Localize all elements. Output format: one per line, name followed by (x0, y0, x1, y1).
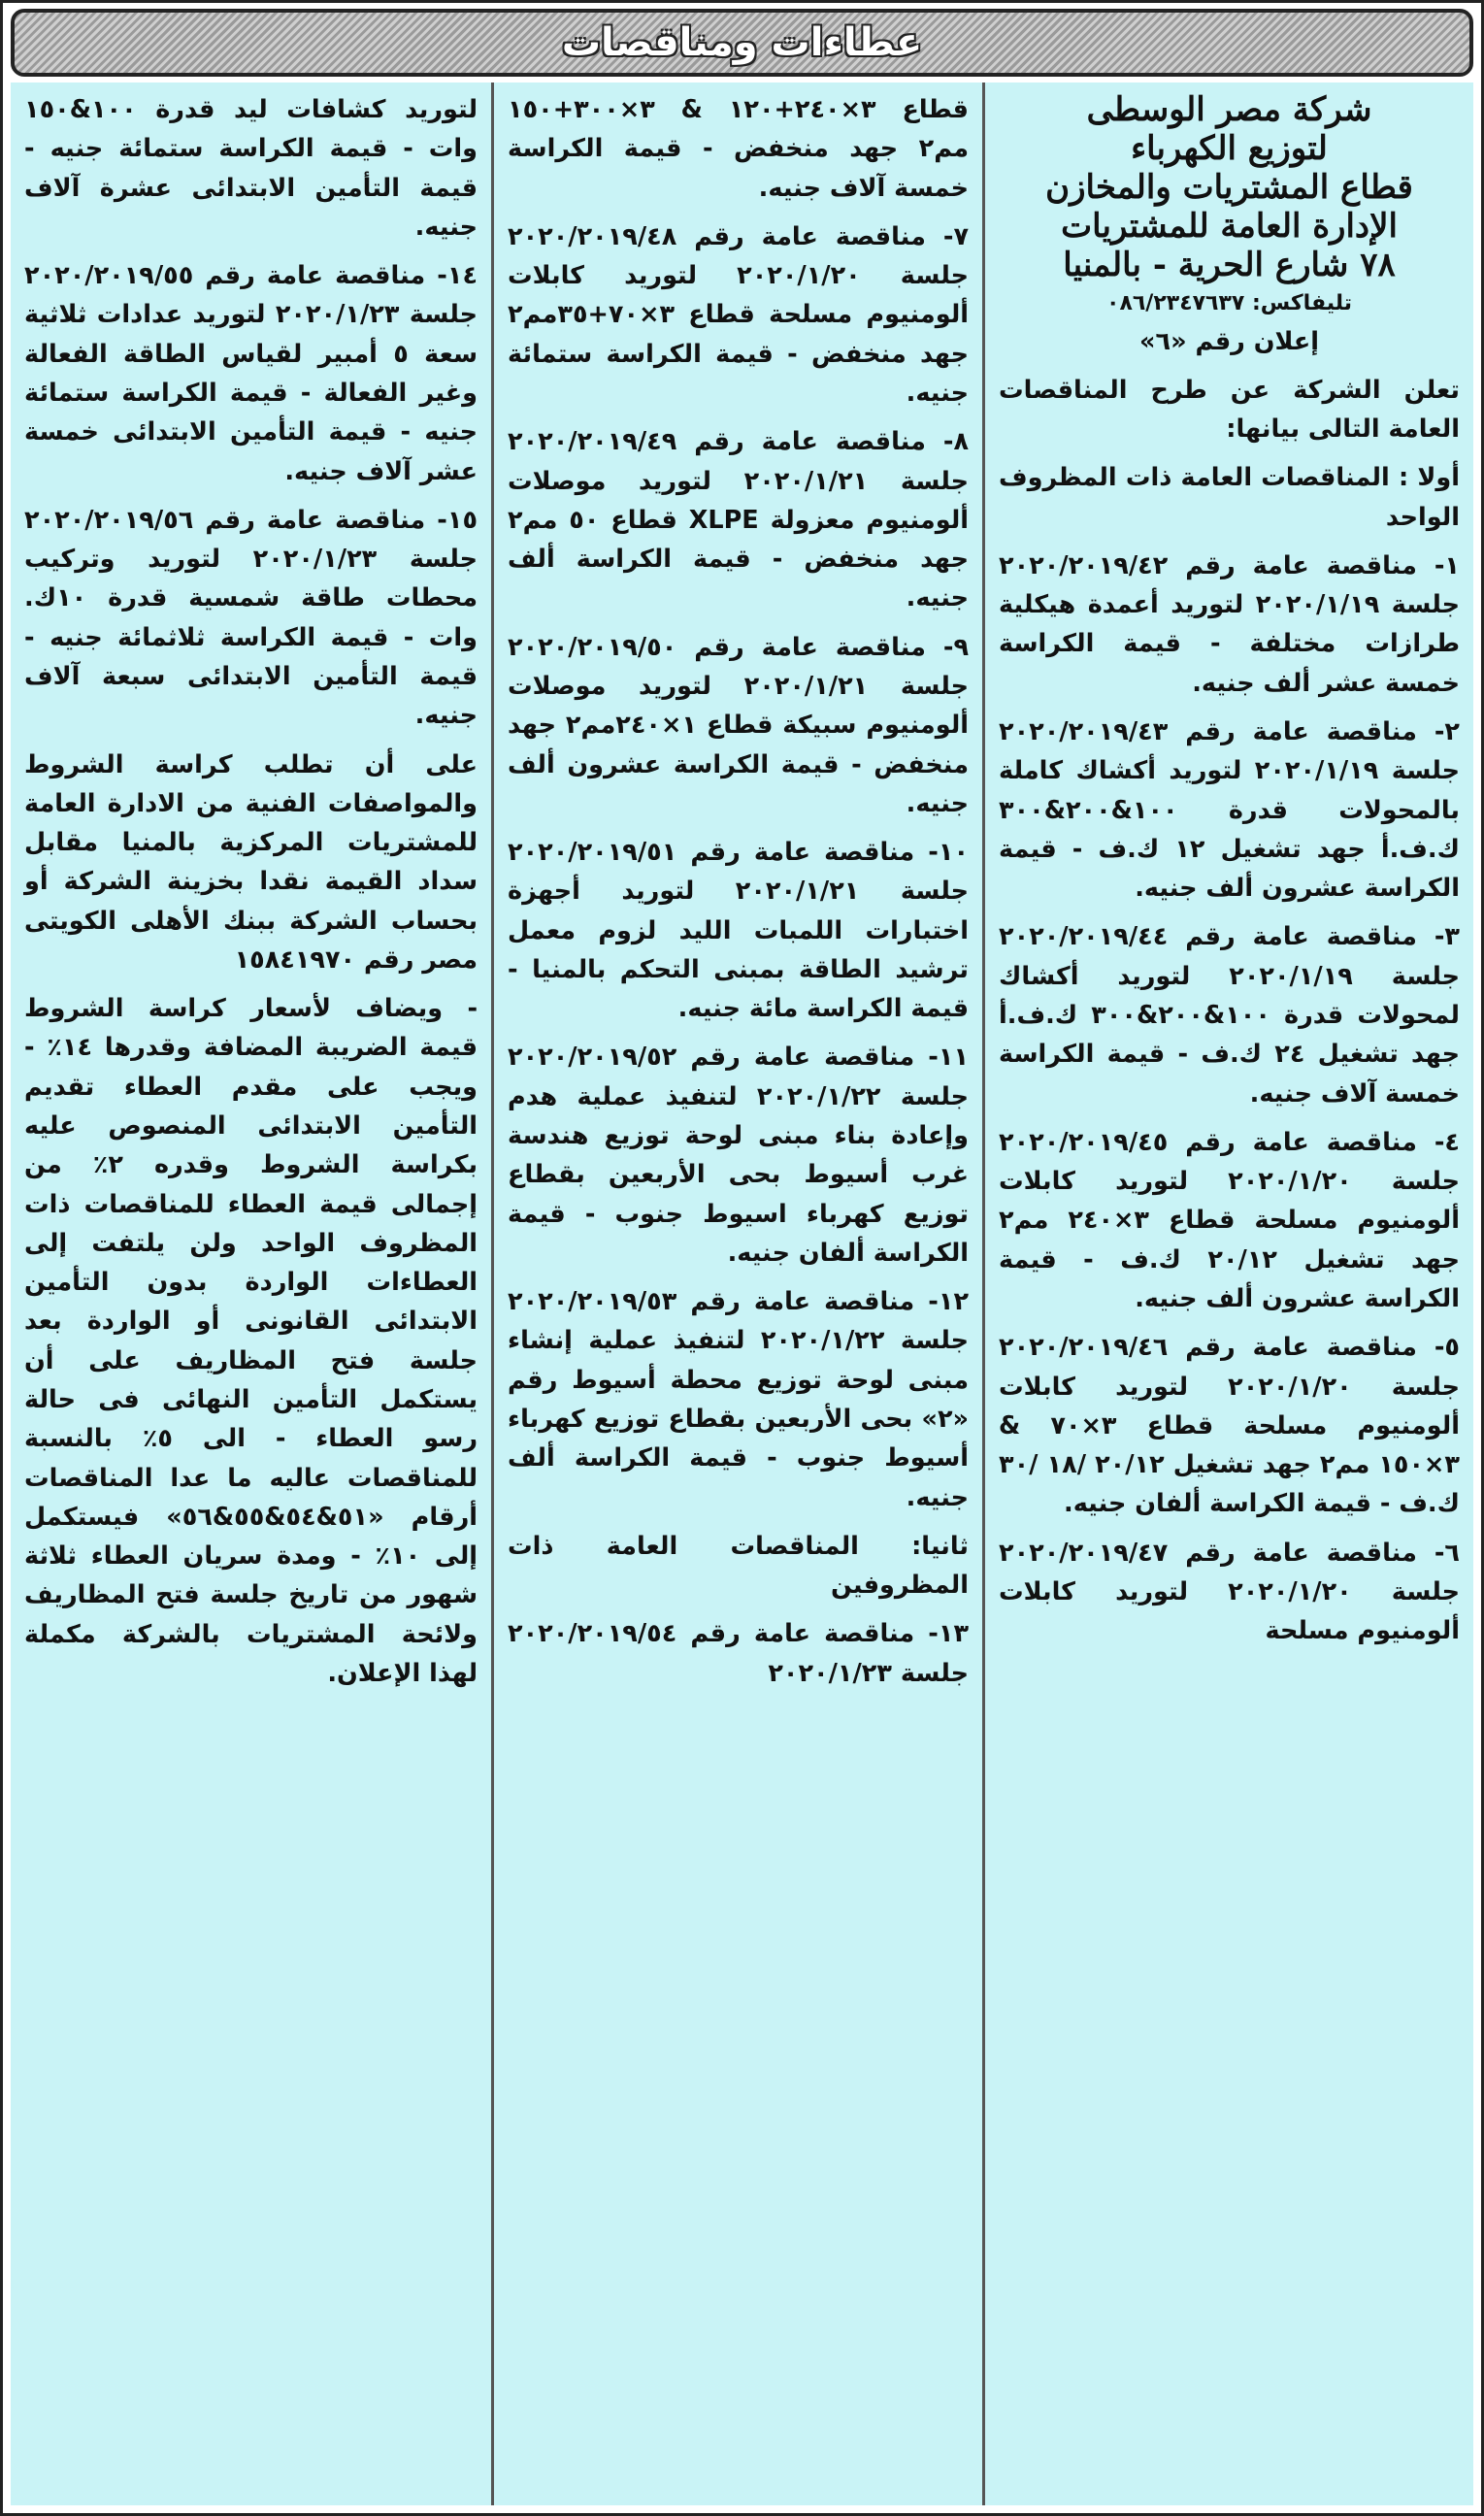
column-1 (985, 83, 1473, 2505)
section-heading: أولا : المناقصات العامة ذات المظروف الواحد (999, 463, 1460, 532)
tender-item: ٨- مناقصة عامة رقم ٢٠٢٠/٢٠١٩/٤٩ جلسة ٢٠٢٠/١/٢١ لتوريد موصلات ألومنيوم معزولة XLPE قطاع ٥٠ مم٢ جهد منخفض - قيمة الكراسة ألف جنيه. (508, 427, 970, 613)
tender-item: قطاع ٣×٢٤٠+١٢٠ & ٣×٣٠٠+١٥٠ مم٢ جهد منخفض - قيمة الكراسة خمسة آلاف جنيه. (508, 95, 970, 203)
section-heading: ثانيا: المناقصات العامة ذات المظروفين (508, 1531, 970, 1601)
paragraph: تعلن الشركة عن طرح المناقصات العامة التالى بيانها: (999, 375, 1460, 445)
tender-item: ٥- مناقصة عامة رقم ٢٠٢٠/٢٠١٩/٤٦ جلسة ٢٠٢٠/١/٢٠ لتوريد كابلات ألومنيوم مسلحة قطاع ٣×٧٠ & ٣×١٥٠ مم٢ جهد تشغيل ٢٠/١٢ /١٨ /٣٠ ك.ف - قيمة الكراسة ألفان جنيه. (999, 1333, 1460, 1519)
tender-item: ٦- مناقصة عامة رقم ٢٠٢٠/٢٠١٩/٤٧ جلسة ٢٠٢٠/١/٢٠ لتوريد كابلات ألومنيوم مسلحة (999, 1538, 1460, 1646)
company-telefax: تليفاكس: ٠٨٦/٢٣٤٧٦٣٧ (1106, 290, 1352, 315)
column-3 (11, 83, 494, 2505)
tender-item: لتوريد كشافات ليد قدرة ١٠٠&١٥٠ وات - قيمة الكراسة ستمائة جنيه - قيمة التأمين الابتدائى عشرة آلاف جنيه. (24, 95, 478, 242)
tender-item: ٢- مناقصة عامة رقم ٢٠٢٠/٢٠١٩/٤٣ جلسة ٢٠٢٠/١/١٩ لتوريد أكشاك كاملة بالمحولات قدرة ١٠٠&٢٠٠&٣٠٠ ك.ف.أ جهد تشغيل ١٢ ك.ف - قيمة الكراسة عشرون ألف جنيه. (999, 717, 1461, 904)
tender-item: ٣- مناقصة عامة رقم ٢٠٢٠/٢٠١٩/٤٤ جلسة ٢٠٢٠/١/١٩ لتوريد أكشاك لمحولات قدرة ١٠٠&٢٠٠&٣٠٠ ك.ف.أ جهد تشغيل ٢٤ ك.ف - قيمة الكراسة خمسة آلاف جنيه. (999, 922, 1460, 1109)
tender-item: ١٢- مناقصة عامة رقم ٢٠٢٠/٢٠١٩/٥٣ جلسة ٢٠٢٠/١/٢٢ لتنفيذ عملية إنشاء مبنى لوحة توزيع محطة أسيوط رقم «٢» بحى الأربعين بقطاع توزيع كهرباء أسيوط جنوب - قيمة الكراسة ألف جنيه. (508, 1287, 970, 1512)
department-name: الإدارة العامة للمشتريات (1061, 207, 1398, 247)
banner-title: عطاءات ومناقصات (561, 20, 923, 65)
tender-item: ٤- مناقصة عامة رقم ٢٠٢٠/٢٠١٩/٤٥ جلسة ٢٠٢٠/١/٢٠ لتوريد كابلات ألومنيوم مسلحة قطاع ٣×٢٤٠ مم٢ جهد تشغيل ٢٠/١٢ ك.ف - قيمة الكراسة عشرون ألف جنيه. (999, 1127, 1460, 1313)
paragraph: على أن تطلب كراسة الشروط والمواصفات الفنية من الادارة العامة للمشتريات المركزية بالمنيا مقابل سداد القيمة نقدا بخزينة الشركة أو بحساب الشركة ببنك الأهلى الكويتى مصر رقم ١٥٨٤١٩٧٠ (24, 749, 478, 975)
company-header (999, 90, 1460, 316)
paragraph: - ويضاف لأسعار كراسة الشروط قيمة الضريبة المضافة وقدرها ١٤٪ - ويجب على مقدم العطاء تقديم التأمين الابتدائى المنصوص عليه بكراسة الشروط وقدره ٢٪ من إجمالى قيمة العطاء للمناقصات ذات المظروف الواحد ولن يلتفت إلى العطاءات الواردة بدون التأمين الابتدائى القانونى أو الواردة بعد جلسة فتح المظاريف على أن يستكمل التأمين النهائى فى حالة رسو العطاء - الى ٥٪ بالنسبة للمناقصات عاليه ما عدا المناقصات أرقام «٥١&٥٤&٥٥&٥٦» فيستكمل إلى ١٠٪ - ومدة سريان العطاء ثلاثة شهور من تاريخ جلسة فتح المظاريف ولائحة المشتريات بالشركة مكملة لهذا الإعلان. (24, 994, 478, 1688)
ad-number: إعلان رقم «٦» (1139, 326, 1319, 356)
company-name: شركة مصر الوسطى (1086, 90, 1372, 129)
company-subtitle: لتوزيع الكهرباء (1131, 129, 1328, 169)
tender-item: ٩- مناقصة عامة رقم ٢٠٢٠/٢٠١٩/٥٠ جلسة ٢٠٢٠/١/٢١ لتوريد موصلات ألومنيوم سبيكة قطاع ١×٢٤٠مم٢ جهد منخفض - قيمة الكراسة عشرون ألف جنيه. (508, 632, 970, 818)
column-2 (494, 83, 985, 2505)
tender-item: ١١- مناقصة عامة رقم ٢٠٢٠/٢٠١٩/٥٢ جلسة ٢٠٢٠/١/٢٢ لتنفيذ عملية هدم وإعادة بناء مبنى لوحة توزيع هندسة غرب أسيوط بحى الأربعين بقطاع توزيع كهرباء اسيوط جنوب - قيمة الكراسة ألفان جنيه. (508, 1043, 970, 1268)
tender-item: ١- مناقصة عامة رقم ٢٠٢٠/٢٠١٩/٤٢ جلسة ٢٠٢٠/١/١٩ لتوريد أعمدة هيكلية طرازات مختلفة - قيمة الكراسة خمسة عشر ألف جنيه. (999, 550, 1460, 698)
tender-item: ١٠- مناقصة عامة رقم ٢٠٢٠/٢٠١٩/٥١ جلسة ٢٠٢٠/١/٢١ لتوريد أجهزة اختبارات اللمبات الليد لزوم معمل ترشيد الطاقة بمبنى التحكم بالمنيا - قيمة الكراسة مائة جنيه. (508, 838, 970, 1024)
sector-name: قطاع المشتريات والمخازن (1045, 168, 1413, 208)
columns (11, 83, 1473, 2505)
tender-item: ١٣- مناقصة عامة رقم ٢٠٢٠/٢٠١٩/٥٤ جلسة ٢٠٢٠/١/٢٣ (508, 1619, 970, 1688)
tender-item: ٧- مناقصة عامة رقم ٢٠٢٠/٢٠١٩/٤٨ جلسة ٢٠٢٠/١/٢٠ لتوريد كابلات ألومنيوم مسلحة قطاع ٣×٧٠+٣٥مم٢ جهد منخفض - قيمة الكراسة ستمائة جنيه. (508, 221, 970, 408)
company-address: ٧٨ شارع الحرية - بالمنيا (1063, 246, 1396, 285)
tender-item: ١٤- مناقصة عامة رقم ٢٠٢٠/٢٠١٩/٥٥ جلسة ٢٠٢٠/١/٢٣ لتوريد عدادات ثلاثية سعة ٥ أمبير لقياس الطاقة الفعالة وغير الفعالة - قيمة الكراسة ستمائة جنيه - قيمة التأمين الابتدائى خمسة عشر آلاف جنيه. (24, 261, 478, 486)
section-banner (11, 9, 1473, 77)
tender-item: ١٥- مناقصة عامة رقم ٢٠٢٠/٢٠١٩/٥٦ جلسة ٢٠٢٠/١/٢٣ لتوريد وتركيب محطات طاقة شمسية قدرة ١٠ك. وات - قيمة الكراسة ثلاثمائة جنيه - قيمة التأمين الابتدائى سبعة آلاف جنيه. (24, 505, 478, 731)
